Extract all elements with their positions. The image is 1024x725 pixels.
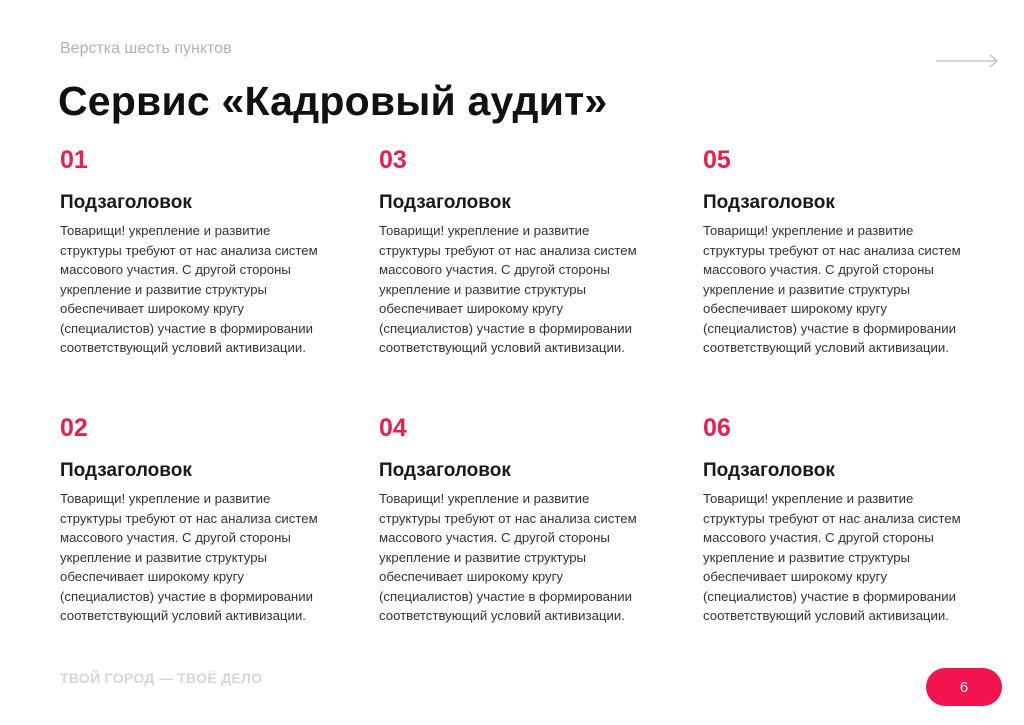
item-text: Товарищи! укрепление и развитие структуры требуют от нас анализа систем массового участия. С другой стороны укрепление и развитие структуры обеспечивает широкому кругу (специалистов) участие в формировании соответствующий условий активизации. <box>703 491 961 623</box>
footer-brand-logo: ТВОЙ ГОРОД — ТВОЁ ДЕЛО <box>60 670 263 686</box>
item-text: Товарищи! укрепление и развитие структуры требуют от нас анализа систем массового участия. С другой стороны укрепление и развитие структуры обеспечивает широкому кругу (специалистов) участие в формировании соответствующий условий активизации. <box>60 491 318 623</box>
item-heading: Подзаголовок <box>379 460 511 481</box>
item-number: 01 <box>60 146 88 174</box>
item-heading: Подзаголовок <box>379 192 511 213</box>
slide-subtitle: Верстка шесть пунктов <box>60 40 232 57</box>
list-item-05 <box>703 145 973 358</box>
item-number: 06 <box>703 414 731 442</box>
list-item-01 <box>60 145 330 358</box>
item-number: 03 <box>379 146 407 174</box>
list-item-06 <box>703 413 973 626</box>
page-title: Сервис «Кадровый аудит» <box>58 78 608 124</box>
page-number-badge <box>926 668 1002 706</box>
item-text: Товарищи! укрепление и развитие структуры требуют от нас анализа систем массового участия. С другой стороны укрепление и развитие структуры обеспечивает широкому кругу (специалистов) участие в формировании соответствующий условий активизации. <box>379 223 637 355</box>
item-heading: Подзаголовок <box>703 460 835 481</box>
item-number: 02 <box>60 414 88 442</box>
item-number: 04 <box>379 414 407 442</box>
item-heading: Подзаголовок <box>60 192 192 213</box>
item-text: Товарищи! укрепление и развитие структуры требуют от нас анализа систем массового участия. С другой стороны укрепление и развитие структуры обеспечивает широкому кругу (специалистов) участие в формировании соответствующий условий активизации. <box>60 223 318 355</box>
item-text: Товарищи! укрепление и развитие структуры требуют от нас анализа систем массового участия. С другой стороны укрепление и развитие структуры обеспечивает широкому кругу (специалистов) участие в формировании соответствующий условий активизации. <box>703 223 961 355</box>
page-number: 6 <box>959 678 969 696</box>
item-heading: Подзаголовок <box>60 460 192 481</box>
list-item-04 <box>379 413 649 626</box>
item-heading: Подзаголовок <box>703 192 835 213</box>
list-item-03 <box>379 145 649 358</box>
list-item-02 <box>60 413 330 626</box>
item-text: Товарищи! укрепление и развитие структуры требуют от нас анализа систем массового участия. С другой стороны укрепление и развитие структуры обеспечивает широкому кругу (специалистов) участие в формировании соответствующий условий активизации. <box>379 491 637 623</box>
item-number: 05 <box>703 146 731 174</box>
